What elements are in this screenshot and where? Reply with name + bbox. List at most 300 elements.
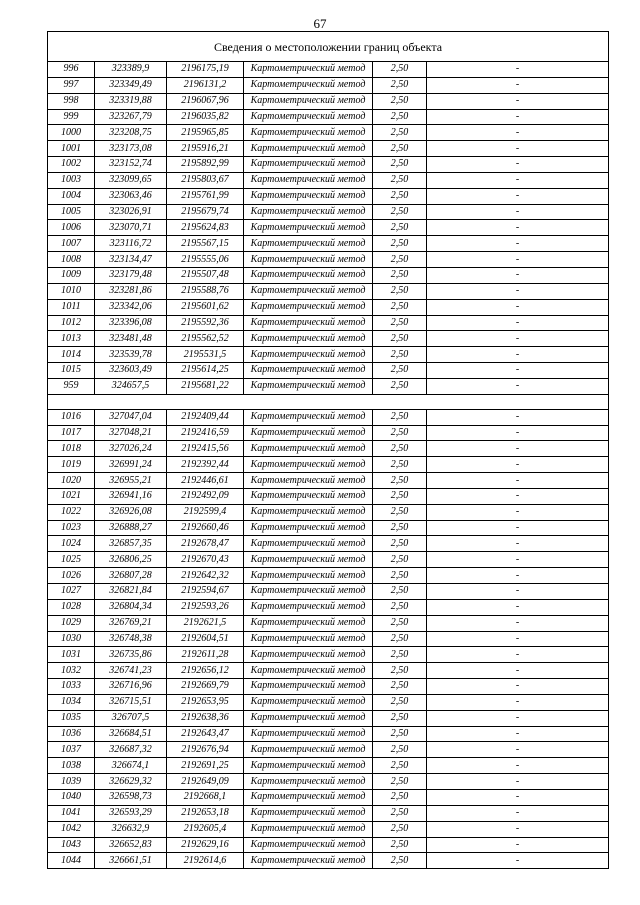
accuracy-cell: 2,50 bbox=[373, 789, 427, 805]
y-coordinate-cell: 2192638,36 bbox=[167, 710, 244, 726]
table-row bbox=[48, 236, 609, 252]
x-coordinate-cell: 326707,5 bbox=[95, 710, 167, 726]
method-cell: Картометрический метод bbox=[244, 409, 373, 425]
table-title: Сведения о местоположении границ объекта bbox=[48, 32, 609, 62]
x-coordinate-cell: 323026,91 bbox=[95, 204, 167, 220]
description-cell: - bbox=[427, 441, 609, 457]
x-coordinate-cell: 323063,46 bbox=[95, 188, 167, 204]
method-cell: Картометрический метод bbox=[244, 520, 373, 536]
table-title-row bbox=[48, 32, 609, 62]
x-coordinate-cell: 326652,83 bbox=[95, 837, 167, 853]
y-coordinate-cell: 2192416,59 bbox=[167, 425, 244, 441]
x-coordinate-cell: 323481,48 bbox=[95, 331, 167, 347]
method-cell: Картометрический метод bbox=[244, 742, 373, 758]
y-coordinate-cell: 2195601,62 bbox=[167, 299, 244, 315]
accuracy-cell: 2,50 bbox=[373, 331, 427, 347]
accuracy-cell: 2,50 bbox=[373, 853, 427, 869]
accuracy-cell: 2,50 bbox=[373, 188, 427, 204]
method-cell: Картометрический метод bbox=[244, 220, 373, 236]
y-coordinate-cell: 2195892,99 bbox=[167, 157, 244, 173]
method-cell: Картометрический метод bbox=[244, 441, 373, 457]
table-row bbox=[48, 726, 609, 742]
y-coordinate-cell: 2196035,82 bbox=[167, 109, 244, 125]
page-number: 67 bbox=[313, 16, 327, 31]
method-cell: Картометрический метод bbox=[244, 62, 373, 78]
x-coordinate-cell: 327048,21 bbox=[95, 425, 167, 441]
y-coordinate-cell: 2192593,26 bbox=[167, 599, 244, 615]
point-number-cell: 1031 bbox=[48, 647, 95, 663]
method-cell: Картометрический метод bbox=[244, 536, 373, 552]
description-cell: - bbox=[427, 62, 609, 78]
method-cell: Картометрический метод bbox=[244, 473, 373, 489]
table-body bbox=[48, 62, 609, 869]
description-cell: - bbox=[427, 299, 609, 315]
description-cell: - bbox=[427, 837, 609, 853]
y-coordinate-cell: 2192660,46 bbox=[167, 520, 244, 536]
table-row bbox=[48, 267, 609, 283]
table-row bbox=[48, 409, 609, 425]
y-coordinate-cell: 2192691,25 bbox=[167, 758, 244, 774]
point-number-cell: 1034 bbox=[48, 694, 95, 710]
description-cell: - bbox=[427, 726, 609, 742]
point-number-cell: 1018 bbox=[48, 441, 95, 457]
description-cell: - bbox=[427, 568, 609, 584]
table-row bbox=[48, 141, 609, 157]
method-cell: Картометрический метод bbox=[244, 236, 373, 252]
point-number-cell: 1007 bbox=[48, 236, 95, 252]
x-coordinate-cell: 326715,51 bbox=[95, 694, 167, 710]
table-row bbox=[48, 694, 609, 710]
description-cell: - bbox=[427, 615, 609, 631]
method-cell: Картометрический метод bbox=[244, 679, 373, 695]
table-row bbox=[48, 710, 609, 726]
method-cell: Картометрический метод bbox=[244, 647, 373, 663]
table-row bbox=[48, 742, 609, 758]
point-number-cell: 1021 bbox=[48, 488, 95, 504]
point-number-cell: 1006 bbox=[48, 220, 95, 236]
point-number-cell: 1024 bbox=[48, 536, 95, 552]
point-number-cell: 1000 bbox=[48, 125, 95, 141]
table-row bbox=[48, 172, 609, 188]
point-number-cell: 1022 bbox=[48, 504, 95, 520]
x-coordinate-cell: 326857,35 bbox=[95, 536, 167, 552]
point-number-cell: 1020 bbox=[48, 473, 95, 489]
x-coordinate-cell: 326941,16 bbox=[95, 488, 167, 504]
table-row bbox=[48, 77, 609, 93]
y-coordinate-cell: 2192643,47 bbox=[167, 726, 244, 742]
point-number-cell: 1008 bbox=[48, 252, 95, 268]
y-coordinate-cell: 2192621,5 bbox=[167, 615, 244, 631]
accuracy-cell: 2,50 bbox=[373, 488, 427, 504]
accuracy-cell: 2,50 bbox=[373, 409, 427, 425]
description-cell: - bbox=[427, 141, 609, 157]
method-cell: Картометрический метод bbox=[244, 663, 373, 679]
method-cell: Картометрический метод bbox=[244, 267, 373, 283]
method-cell: Картометрический метод bbox=[244, 710, 373, 726]
method-cell: Картометрический метод bbox=[244, 694, 373, 710]
x-coordinate-cell: 326926,08 bbox=[95, 504, 167, 520]
y-coordinate-cell: 2192629,16 bbox=[167, 837, 244, 853]
method-cell: Картометрический метод bbox=[244, 141, 373, 157]
y-coordinate-cell: 2195681,22 bbox=[167, 378, 244, 394]
point-number-cell: 996 bbox=[48, 62, 95, 78]
x-coordinate-cell: 327026,24 bbox=[95, 441, 167, 457]
accuracy-cell: 2,50 bbox=[373, 774, 427, 790]
method-cell: Картометрический метод bbox=[244, 172, 373, 188]
y-coordinate-cell: 2192599,4 bbox=[167, 504, 244, 520]
description-cell: - bbox=[427, 789, 609, 805]
accuracy-cell: 2,50 bbox=[373, 62, 427, 78]
y-coordinate-cell: 2192649,09 bbox=[167, 774, 244, 790]
group-separator-row bbox=[48, 394, 609, 409]
table-row bbox=[48, 363, 609, 379]
y-coordinate-cell: 2192605,4 bbox=[167, 821, 244, 837]
table-row bbox=[48, 615, 609, 631]
accuracy-cell: 2,50 bbox=[373, 568, 427, 584]
point-number-cell: 1001 bbox=[48, 141, 95, 157]
accuracy-cell: 2,50 bbox=[373, 157, 427, 173]
accuracy-cell: 2,50 bbox=[373, 315, 427, 331]
description-cell: - bbox=[427, 172, 609, 188]
method-cell: Картометрический метод bbox=[244, 584, 373, 600]
group-separator bbox=[48, 394, 609, 409]
accuracy-cell: 2,50 bbox=[373, 536, 427, 552]
point-number-cell: 1003 bbox=[48, 172, 95, 188]
description-cell: - bbox=[427, 347, 609, 363]
accuracy-cell: 2,50 bbox=[373, 93, 427, 109]
y-coordinate-cell: 2192409,44 bbox=[167, 409, 244, 425]
method-cell: Картометрический метод bbox=[244, 188, 373, 204]
table-row bbox=[48, 204, 609, 220]
point-number-cell: 959 bbox=[48, 378, 95, 394]
x-coordinate-cell: 326687,32 bbox=[95, 742, 167, 758]
x-coordinate-cell: 323070,71 bbox=[95, 220, 167, 236]
description-cell: - bbox=[427, 125, 609, 141]
point-number-cell: 1037 bbox=[48, 742, 95, 758]
method-cell: Картометрический метод bbox=[244, 805, 373, 821]
description-cell: - bbox=[427, 488, 609, 504]
table-row bbox=[48, 789, 609, 805]
table-row bbox=[48, 663, 609, 679]
point-number-cell: 1004 bbox=[48, 188, 95, 204]
description-cell: - bbox=[427, 853, 609, 869]
x-coordinate-cell: 324657,5 bbox=[95, 378, 167, 394]
table-row bbox=[48, 568, 609, 584]
y-coordinate-cell: 2195965,85 bbox=[167, 125, 244, 141]
accuracy-cell: 2,50 bbox=[373, 457, 427, 473]
method-cell: Картометрический метод bbox=[244, 299, 373, 315]
table-row bbox=[48, 853, 609, 869]
point-number-cell: 1038 bbox=[48, 758, 95, 774]
y-coordinate-cell: 2192392,44 bbox=[167, 457, 244, 473]
description-cell: - bbox=[427, 504, 609, 520]
y-coordinate-cell: 2192669,79 bbox=[167, 679, 244, 695]
accuracy-cell: 2,50 bbox=[373, 109, 427, 125]
accuracy-cell: 2,50 bbox=[373, 520, 427, 536]
y-coordinate-cell: 2195555,06 bbox=[167, 252, 244, 268]
y-coordinate-cell: 2192415,56 bbox=[167, 441, 244, 457]
method-cell: Картометрический метод bbox=[244, 488, 373, 504]
table-row bbox=[48, 220, 609, 236]
table-row bbox=[48, 536, 609, 552]
x-coordinate-cell: 323267,79 bbox=[95, 109, 167, 125]
description-cell: - bbox=[427, 188, 609, 204]
description-cell: - bbox=[427, 710, 609, 726]
accuracy-cell: 2,50 bbox=[373, 473, 427, 489]
y-coordinate-cell: 2195592,36 bbox=[167, 315, 244, 331]
description-cell: - bbox=[427, 315, 609, 331]
method-cell: Картометрический метод bbox=[244, 157, 373, 173]
x-coordinate-cell: 326735,86 bbox=[95, 647, 167, 663]
point-number-cell: 1044 bbox=[48, 853, 95, 869]
table-row bbox=[48, 188, 609, 204]
method-cell: Картометрический метод bbox=[244, 758, 373, 774]
y-coordinate-cell: 2192678,47 bbox=[167, 536, 244, 552]
method-cell: Картометрический метод bbox=[244, 821, 373, 837]
method-cell: Картометрический метод bbox=[244, 331, 373, 347]
description-cell: - bbox=[427, 204, 609, 220]
y-coordinate-cell: 2195803,67 bbox=[167, 172, 244, 188]
point-number-cell: 1002 bbox=[48, 157, 95, 173]
method-cell: Картометрический метод bbox=[244, 363, 373, 379]
table-row bbox=[48, 647, 609, 663]
point-number-cell: 998 bbox=[48, 93, 95, 109]
description-cell: - bbox=[427, 109, 609, 125]
description-cell: - bbox=[427, 805, 609, 821]
description-cell: - bbox=[427, 331, 609, 347]
x-coordinate-cell: 323152,74 bbox=[95, 157, 167, 173]
table-row bbox=[48, 283, 609, 299]
table-row bbox=[48, 347, 609, 363]
point-number-cell: 1033 bbox=[48, 679, 95, 695]
method-cell: Картометрический метод bbox=[244, 774, 373, 790]
point-number-cell: 1026 bbox=[48, 568, 95, 584]
method-cell: Картометрический метод bbox=[244, 599, 373, 615]
point-number-cell: 1030 bbox=[48, 631, 95, 647]
description-cell: - bbox=[427, 742, 609, 758]
description-cell: - bbox=[427, 267, 609, 283]
point-number-cell: 999 bbox=[48, 109, 95, 125]
y-coordinate-cell: 2192604,51 bbox=[167, 631, 244, 647]
accuracy-cell: 2,50 bbox=[373, 821, 427, 837]
method-cell: Картометрический метод bbox=[244, 853, 373, 869]
method-cell: Картометрический метод bbox=[244, 504, 373, 520]
x-coordinate-cell: 326955,21 bbox=[95, 473, 167, 489]
table-row bbox=[48, 552, 609, 568]
accuracy-cell: 2,50 bbox=[373, 805, 427, 821]
point-number-cell: 1040 bbox=[48, 789, 95, 805]
x-coordinate-cell: 323603,49 bbox=[95, 363, 167, 379]
y-coordinate-cell: 2195679,74 bbox=[167, 204, 244, 220]
accuracy-cell: 2,50 bbox=[373, 378, 427, 394]
x-coordinate-cell: 323179,48 bbox=[95, 267, 167, 283]
y-coordinate-cell: 2192611,28 bbox=[167, 647, 244, 663]
point-number-cell: 1014 bbox=[48, 347, 95, 363]
x-coordinate-cell: 327047,04 bbox=[95, 409, 167, 425]
table-row bbox=[48, 774, 609, 790]
x-coordinate-cell: 326684,51 bbox=[95, 726, 167, 742]
accuracy-cell: 2,50 bbox=[373, 347, 427, 363]
x-coordinate-cell: 323173,08 bbox=[95, 141, 167, 157]
accuracy-cell: 2,50 bbox=[373, 599, 427, 615]
table-row bbox=[48, 378, 609, 394]
accuracy-cell: 2,50 bbox=[373, 758, 427, 774]
accuracy-cell: 2,50 bbox=[373, 441, 427, 457]
accuracy-cell: 2,50 bbox=[373, 837, 427, 853]
table-row bbox=[48, 679, 609, 695]
table-row bbox=[48, 315, 609, 331]
x-coordinate-cell: 323134,47 bbox=[95, 252, 167, 268]
method-cell: Картометрический метод bbox=[244, 378, 373, 394]
y-coordinate-cell: 2195614,25 bbox=[167, 363, 244, 379]
description-cell: - bbox=[427, 599, 609, 615]
table-row bbox=[48, 457, 609, 473]
point-number-cell: 997 bbox=[48, 77, 95, 93]
table-row bbox=[48, 93, 609, 109]
accuracy-cell: 2,50 bbox=[373, 236, 427, 252]
point-number-cell: 1010 bbox=[48, 283, 95, 299]
accuracy-cell: 2,50 bbox=[373, 363, 427, 379]
accuracy-cell: 2,50 bbox=[373, 742, 427, 758]
method-cell: Картометрический метод bbox=[244, 726, 373, 742]
description-cell: - bbox=[427, 93, 609, 109]
table-row bbox=[48, 504, 609, 520]
method-cell: Картометрический метод bbox=[244, 204, 373, 220]
y-coordinate-cell: 2192670,43 bbox=[167, 552, 244, 568]
table-row bbox=[48, 584, 609, 600]
y-coordinate-cell: 2195916,21 bbox=[167, 141, 244, 157]
x-coordinate-cell: 323319,88 bbox=[95, 93, 167, 109]
accuracy-cell: 2,50 bbox=[373, 663, 427, 679]
x-coordinate-cell: 323539,78 bbox=[95, 347, 167, 363]
y-coordinate-cell: 2192492,09 bbox=[167, 488, 244, 504]
accuracy-cell: 2,50 bbox=[373, 615, 427, 631]
method-cell: Картометрический метод bbox=[244, 615, 373, 631]
description-cell: - bbox=[427, 663, 609, 679]
method-cell: Картометрический метод bbox=[244, 109, 373, 125]
point-number-cell: 1005 bbox=[48, 204, 95, 220]
x-coordinate-cell: 326769,21 bbox=[95, 615, 167, 631]
description-cell: - bbox=[427, 821, 609, 837]
point-number-cell: 1042 bbox=[48, 821, 95, 837]
y-coordinate-cell: 2192594,67 bbox=[167, 584, 244, 600]
x-coordinate-cell: 326674,1 bbox=[95, 758, 167, 774]
description-cell: - bbox=[427, 536, 609, 552]
x-coordinate-cell: 323208,75 bbox=[95, 125, 167, 141]
description-cell: - bbox=[427, 473, 609, 489]
accuracy-cell: 2,50 bbox=[373, 631, 427, 647]
method-cell: Картометрический метод bbox=[244, 457, 373, 473]
y-coordinate-cell: 2192653,95 bbox=[167, 694, 244, 710]
table-row bbox=[48, 631, 609, 647]
x-coordinate-cell: 323349,49 bbox=[95, 77, 167, 93]
y-coordinate-cell: 2192668,1 bbox=[167, 789, 244, 805]
accuracy-cell: 2,50 bbox=[373, 77, 427, 93]
accuracy-cell: 2,50 bbox=[373, 425, 427, 441]
description-cell: - bbox=[427, 378, 609, 394]
point-number-cell: 1043 bbox=[48, 837, 95, 853]
y-coordinate-cell: 2195562,52 bbox=[167, 331, 244, 347]
point-number-cell: 1025 bbox=[48, 552, 95, 568]
y-coordinate-cell: 2196131,2 bbox=[167, 77, 244, 93]
method-cell: Картометрический метод bbox=[244, 125, 373, 141]
method-cell: Картометрический метод bbox=[244, 315, 373, 331]
method-cell: Картометрический метод bbox=[244, 347, 373, 363]
x-coordinate-cell: 323116,72 bbox=[95, 236, 167, 252]
table-row bbox=[48, 157, 609, 173]
boundary-coordinates-table bbox=[47, 31, 609, 869]
description-cell: - bbox=[427, 520, 609, 536]
table-row bbox=[48, 425, 609, 441]
point-number-cell: 1032 bbox=[48, 663, 95, 679]
accuracy-cell: 2,50 bbox=[373, 267, 427, 283]
accuracy-cell: 2,50 bbox=[373, 220, 427, 236]
x-coordinate-cell: 326888,27 bbox=[95, 520, 167, 536]
x-coordinate-cell: 326629,32 bbox=[95, 774, 167, 790]
table-row bbox=[48, 805, 609, 821]
accuracy-cell: 2,50 bbox=[373, 504, 427, 520]
table-row bbox=[48, 837, 609, 853]
point-number-cell: 1015 bbox=[48, 363, 95, 379]
x-coordinate-cell: 326632,9 bbox=[95, 821, 167, 837]
accuracy-cell: 2,50 bbox=[373, 172, 427, 188]
description-cell: - bbox=[427, 679, 609, 695]
table-row bbox=[48, 758, 609, 774]
description-cell: - bbox=[427, 425, 609, 441]
y-coordinate-cell: 2195567,15 bbox=[167, 236, 244, 252]
accuracy-cell: 2,50 bbox=[373, 204, 427, 220]
x-coordinate-cell: 326748,38 bbox=[95, 631, 167, 647]
point-number-cell: 1012 bbox=[48, 315, 95, 331]
point-number-cell: 1011 bbox=[48, 299, 95, 315]
point-number-cell: 1039 bbox=[48, 774, 95, 790]
y-coordinate-cell: 2195761,99 bbox=[167, 188, 244, 204]
y-coordinate-cell: 2192614,6 bbox=[167, 853, 244, 869]
point-number-cell: 1019 bbox=[48, 457, 95, 473]
accuracy-cell: 2,50 bbox=[373, 252, 427, 268]
table-row bbox=[48, 520, 609, 536]
accuracy-cell: 2,50 bbox=[373, 283, 427, 299]
description-cell: - bbox=[427, 363, 609, 379]
point-number-cell: 1035 bbox=[48, 710, 95, 726]
x-coordinate-cell: 326741,23 bbox=[95, 663, 167, 679]
description-cell: - bbox=[427, 758, 609, 774]
accuracy-cell: 2,50 bbox=[373, 299, 427, 315]
y-coordinate-cell: 2192446,61 bbox=[167, 473, 244, 489]
point-number-cell: 1028 bbox=[48, 599, 95, 615]
point-number-cell: 1009 bbox=[48, 267, 95, 283]
y-coordinate-cell: 2192676,94 bbox=[167, 742, 244, 758]
table-row bbox=[48, 125, 609, 141]
description-cell: - bbox=[427, 647, 609, 663]
x-coordinate-cell: 326661,51 bbox=[95, 853, 167, 869]
x-coordinate-cell: 326593,29 bbox=[95, 805, 167, 821]
description-cell: - bbox=[427, 694, 609, 710]
table-row bbox=[48, 473, 609, 489]
description-cell: - bbox=[427, 584, 609, 600]
y-coordinate-cell: 2192653,18 bbox=[167, 805, 244, 821]
accuracy-cell: 2,50 bbox=[373, 726, 427, 742]
description-cell: - bbox=[427, 409, 609, 425]
table-row bbox=[48, 62, 609, 78]
x-coordinate-cell: 326804,34 bbox=[95, 599, 167, 615]
method-cell: Картометрический метод bbox=[244, 568, 373, 584]
accuracy-cell: 2,50 bbox=[373, 679, 427, 695]
table-row bbox=[48, 441, 609, 457]
y-coordinate-cell: 2192642,32 bbox=[167, 568, 244, 584]
accuracy-cell: 2,50 bbox=[373, 552, 427, 568]
description-cell: - bbox=[427, 457, 609, 473]
